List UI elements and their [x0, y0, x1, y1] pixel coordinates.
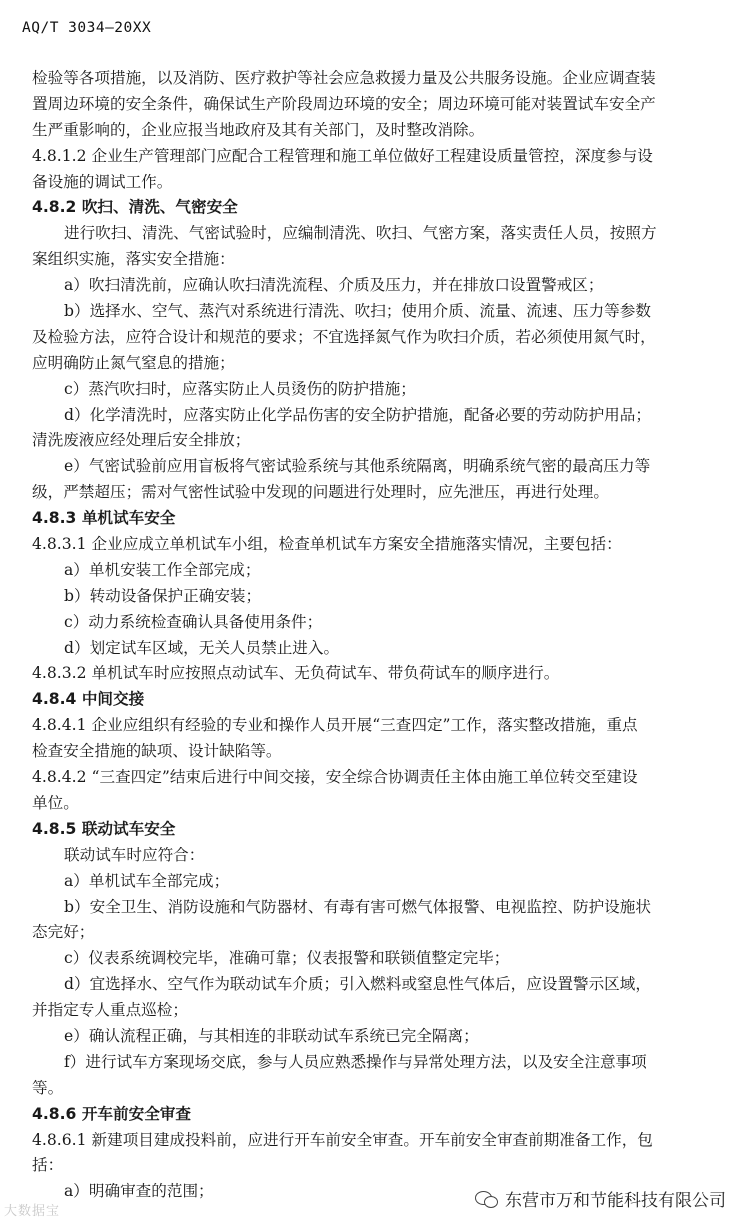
text-line: 联动试车时应符合： — [64, 845, 205, 864]
text-line: 并指定专人重点巡检； — [32, 1001, 188, 1020]
text-line: 进行吹扫、清洗、气密试验时，应编制清洗、吹扫、气密方案，落实责任人员，按照方 — [64, 224, 657, 243]
clause-4-8-6-1: 4.8.6.1 新建项目建成投料前，应进行开车前安全审查。开车前安全审查前期准备工作，包 — [32, 1130, 653, 1149]
text-line: 检查安全措施的缺项、设计缺陷等。 — [32, 742, 282, 761]
text-line: 清洗废液应经处理后安全排放； — [32, 431, 251, 450]
list-item: e）气密试验前应用盲板将气密试验系统与其他系统隔离，明确系统气密的最高压力等 — [64, 457, 651, 476]
text-line: 单位。 — [32, 793, 79, 812]
watermark-company: 东营市万和节能科技有限公司 — [505, 1191, 726, 1211]
list-item: c）仪表系统调校完毕，准确可靠；仪表报警和联锁值整定完毕； — [64, 949, 510, 968]
clause-4-8-3-2: 4.8.3.2 单机试车时应按照点动试车、无负荷试车、带负荷试车的顺序进行。 — [32, 664, 560, 683]
wechat-icon — [475, 1189, 499, 1209]
text-line: 置周边环境的安全条件，确保试生产阶段周边环境的安全；周边环境可能对装置试车安全产 — [32, 94, 656, 113]
heading-4-8-2: 4.8.2 吹扫、清洗、气密安全 — [32, 198, 238, 217]
heading-4-8-5: 4.8.5 联动试车安全 — [32, 819, 176, 838]
clause-4-8-3-1: 4.8.3.1 企业应成立单机试车小组，检查单机试车方案安全措施落实情况，主要包括： — [32, 535, 622, 554]
text-line: 等。 — [32, 1078, 64, 1097]
list-item: c）动力系统检查确认具备使用条件； — [64, 612, 323, 631]
text-line: 备设施的调试工作。 — [32, 172, 173, 191]
heading-4-8-4: 4.8.4 中间交接 — [32, 690, 145, 709]
list-item: a）单机试车全部完成； — [64, 871, 230, 890]
clause-4-8-1-2: 4.8.1.2 企业生产管理部门应配合工程管理和施工单位做好工程建设质量管控，深度参与设 — [32, 146, 653, 165]
list-item: f）进行试车方案现场交底，参与人员应熟悉操作与异常处理方法，以及安全注意事项 — [64, 1052, 647, 1071]
list-item: b）转动设备保护正确安装； — [64, 586, 262, 605]
document-body — [32, 66, 722, 1205]
list-item: c）蒸汽吹扫时，应落实防止人员烫伤的防护措施； — [64, 379, 416, 398]
standard-code: AQ/T 3034—20XX — [22, 20, 152, 36]
site-watermark: 大数据宝 — [4, 1204, 61, 1219]
text-line: 括： — [32, 1156, 64, 1175]
heading-4-8-6: 4.8.6 开车前安全审查 — [32, 1104, 191, 1123]
text-line: 案组织实施，落实安全措施： — [32, 250, 235, 269]
text-line: 态完好； — [32, 923, 95, 942]
text-line: 级，严禁超压；需对气密性试验中发现的问题进行处理时，应先泄压，再进行处理。 — [32, 483, 609, 502]
list-item: b）安全卫生、消防设施和气防器材、有毒有害可燃气体报警、电视监控、防护设施状 — [64, 897, 651, 916]
list-item: d）宜选择水、空气作为联动试车介质；引入燃料或窒息性气体后，应设置警示区域， — [64, 975, 651, 994]
text-line: 生严重影响的，企业应报当地政府及其有关部门，及时整改消除。 — [32, 120, 485, 139]
list-item: b）选择水、空气、蒸汽对系统进行清洗、吹扫；使用介质、流量、流速、压力等参数 — [64, 302, 651, 321]
list-item: a）单机安装工作全部完成； — [64, 560, 261, 579]
list-item: d）划定试车区域，无关人员禁止进入。 — [64, 638, 340, 657]
wechat-watermark — [475, 1186, 726, 1211]
text-line: 检验等各项措施，以及消防、医疗救护等社会应急救援力量及公共服务设施。企业应调查装 — [32, 69, 656, 87]
heading-4-8-3: 4.8.3 单机试车安全 — [32, 509, 176, 528]
clause-4-8-4-1: 4.8.4.1 企业应组织有经验的专业和操作人员开展“三查四定”工作，落实整改措施，重点 — [32, 716, 638, 735]
clause-4-8-4-2: 4.8.4.2 “三查四定”结束后进行中间交接，安全综合协调责任主体由施工单位转交至建设 — [32, 768, 638, 787]
list-item: d）化学清洗时，应落实防止化学品伤害的安全防护措施，配备必要的劳动防护用品； — [64, 405, 651, 424]
list-item: a）吹扫清洗前，应确认吹扫清洗流程、介质及压力，并在排放口设置警戒区； — [64, 276, 604, 295]
text-line: 应明确防止氮气窒息的措施； — [32, 353, 235, 372]
list-item: e）确认流程正确，与其相连的非联动试车系统已完全隔离； — [64, 1026, 479, 1045]
text-line: 及检验方法，应符合设计和规范的要求；不宜选择氮气作为吹扫介质，若必须使用氮气时， — [32, 327, 656, 346]
list-item: a）明确审查的范围； — [64, 1182, 214, 1201]
